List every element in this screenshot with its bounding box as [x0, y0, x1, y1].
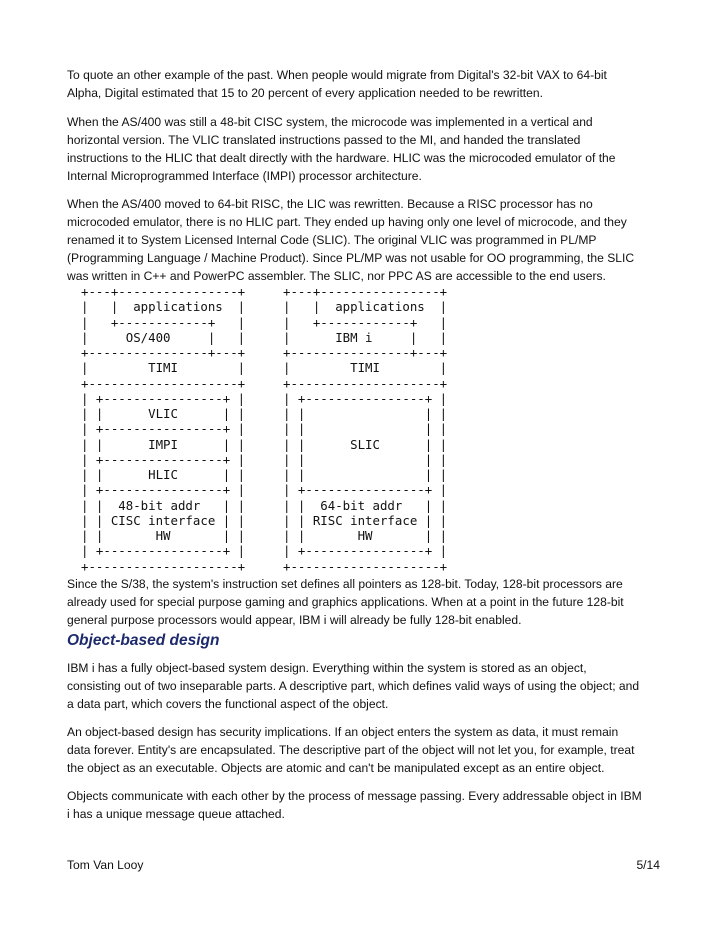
risc-architecture-diagram: +---+----------------+ | | applications | | +------------+ | | IBM i | | +----------------+---+ | TIMI | +--------------------+ | +----------------+ | | | | | | | | | | | SLIC | | | | | | | | | | | +----------------+ | | | 64-bit addr | | | | RISC interface | | | | HW | | | +----------------+ | +--------------------+	[283, 284, 448, 574]
paragraph-text: Since the S/38, the system's instruction set defines all pointers as 128-bit. Today, 128-bit processors are already used for special purpose gaming and graphics applications. When at a point in the future 128-bit general purpose processors would appear, IBM i will already be fully 128-bit enabled.	[67, 577, 624, 627]
page-number: 5/14	[636, 858, 660, 872]
paragraph-text: To quote an other example of the past. When people would migrate from Digital's 32-bit VAX to 64-bit Alpha, Digital estimated that 15 to 20 percent of every application needed to be rewritten.	[67, 68, 607, 100]
cisc-architecture-diagram: +---+----------------+ | | applications | | +------------+ | | OS/400 | | +----------------+---+ | TIMI | +--------------------+ | +----------------+ | | | VLIC | | | +----------------+ | | | IMPI | | | +----------------+ | | | HLIC | | | +----------------+ | | | 48-bit addr | | | | CISC interface | | | | HW | | | +----------------+ | +--------------------+	[81, 284, 246, 574]
section-heading: Object-based design	[67, 632, 220, 649]
paragraph-object-based	[67, 659, 667, 713]
paragraph-text: When the AS/400 was still a 48-bit CISC system, the microcode was implemented in a vertical and horizontal version. The VLIC translated instructions passed to the MI, and handed the translated instructions to the HLIC that dealt directly with the hardware. HLIC was the microcoded emulator of the Internal Microprogrammed Interface (IMPI) processor architecture.	[67, 115, 616, 183]
footer-author: Tom Van Looy	[67, 858, 144, 872]
paragraph-security	[67, 723, 667, 777]
paragraph-cisc-microcode	[67, 113, 667, 185]
paragraph-vax-alpha	[67, 66, 667, 102]
paragraph-text: When the AS/400 moved to 64-bit RISC, the LIC was rewritten. Because a RISC processor has no microcoded emulator, there is no HLIC part. They ended up having only one level of microcode, and they renamed it to System Licensed Internal Code (SLIC). The original VLIC was programmed in PL/MP (Programming Language / Machine Product). Since PL/MP was not usable for OO programming, the SLIC was written in C++ and PowerPC assembler. The SLIC, nor PPC AS are accessible to the end users.	[67, 197, 635, 283]
paragraph-text: Objects communicate with each other by the process of message passing. Every addressable object in IBM i has a unique message queue attached.	[67, 789, 642, 821]
paragraph-message-passing	[67, 787, 667, 823]
paragraph-128-bit-pointers	[67, 575, 667, 629]
paragraph-text: IBM i has a fully object-based system design. Everything within the system is stored as an object, consisting out of two inseparable parts. A descriptive part, which defines valid ways of using the object; and a data part, which covers the functional aspect of the object.	[67, 661, 640, 711]
paragraph-risc-slic	[67, 195, 667, 285]
paragraph-text: An object-based design has security implications. If an object enters the system as data, it must remain data forever. Entity's are encapsulated. The descriptive part of the object will not let you, for example, treat the object as an executable. Objects are atomic and can't be manipulated except as an entire object.	[67, 725, 635, 775]
